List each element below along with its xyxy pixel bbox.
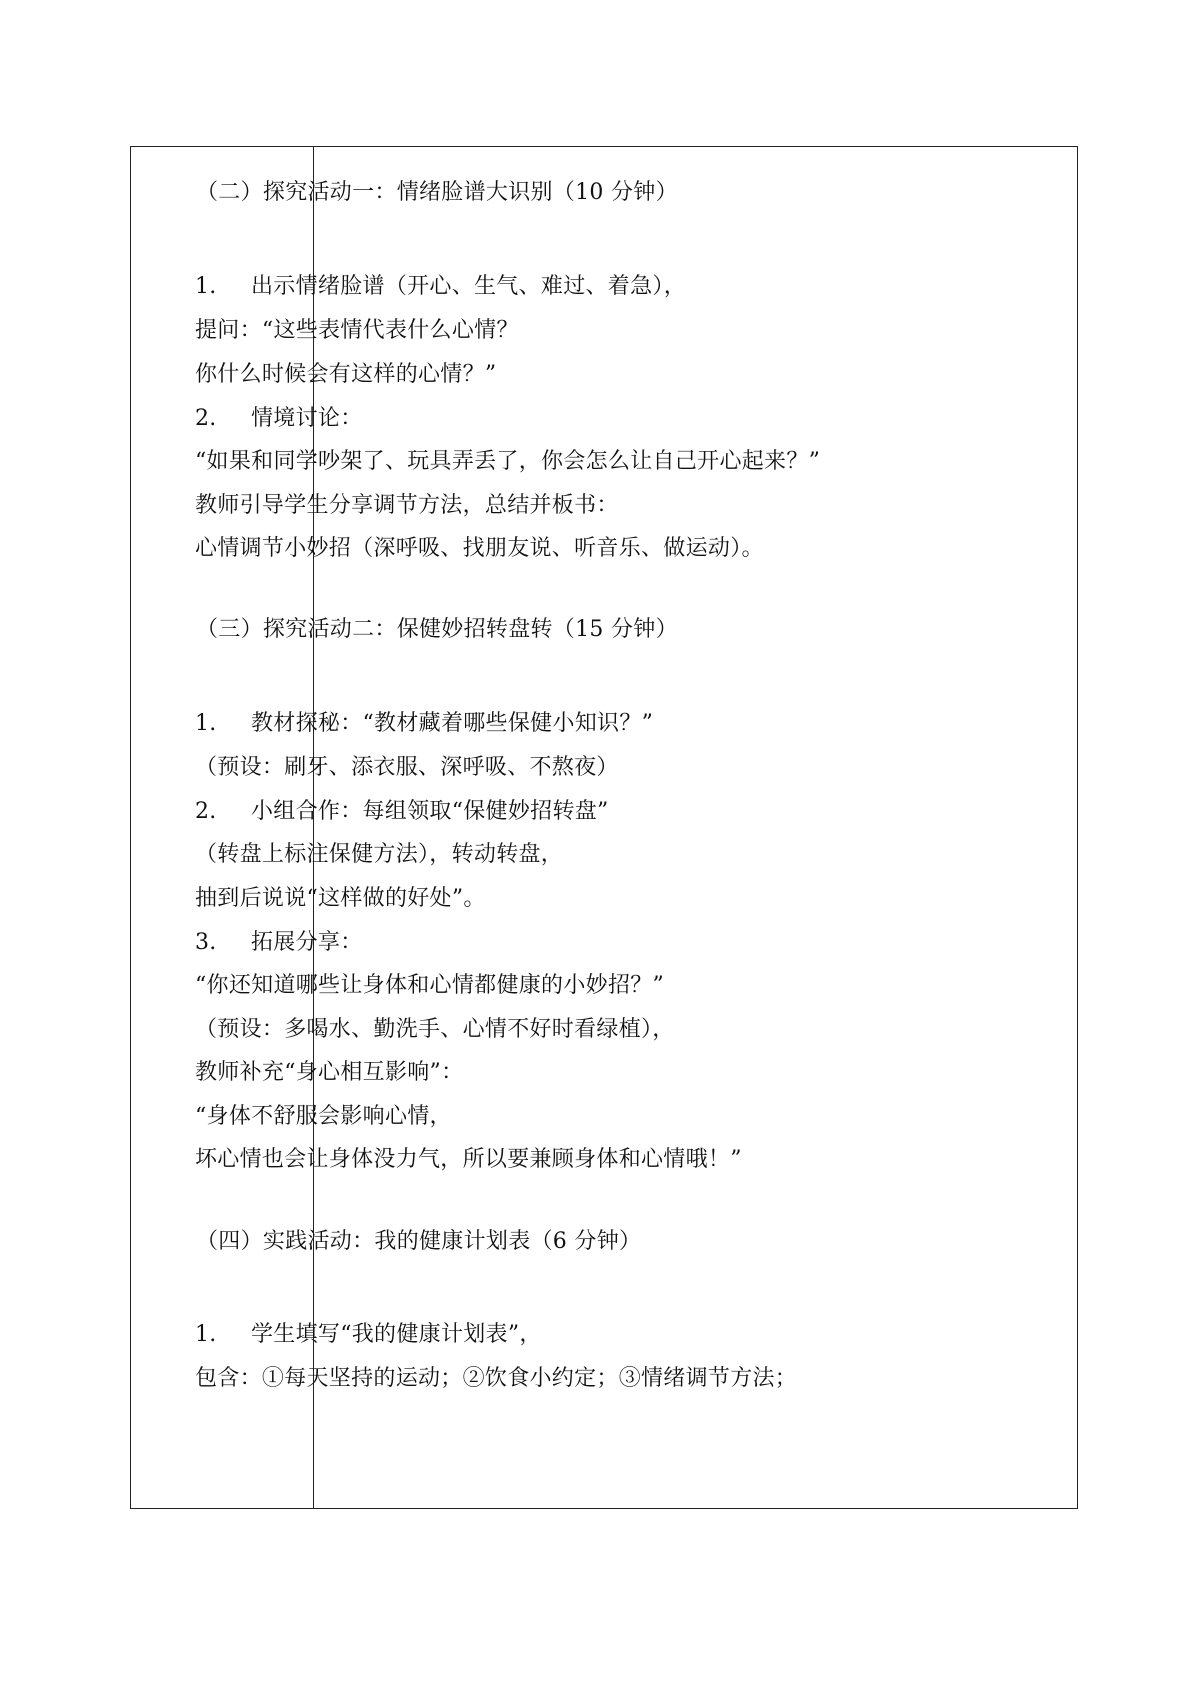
line-text: 出示情绪脸谱（开心、生气、难过、着急）， [251, 274, 687, 299]
line-text: “如果和同学吵架了、玩具弄丢了，你会怎么让自己开心起来？” [195, 449, 821, 474]
left-column-cell [131, 147, 314, 1508]
section-heading: （四）实践活动：我的健康计划表（6 分钟） [196, 1229, 642, 1254]
list-number: 2. [195, 406, 217, 431]
line-text: 你什么时候会有这样的心情？” [195, 362, 497, 387]
section-heading: （二）探究活动一：情绪脸谱大识别（10 分钟） [196, 180, 678, 205]
text-line [195, 1364, 797, 1394]
line-text: 心情调节小妙招（深呼吸、找朋友说、听音乐、做运动）。 [195, 536, 764, 561]
text-line [195, 1058, 463, 1088]
lesson-plan-table [130, 146, 1078, 1509]
text-line [195, 1015, 675, 1045]
list-number: 1. [195, 711, 217, 736]
text-line [195, 928, 363, 958]
text-line [195, 1102, 452, 1132]
line-text: 坏心情也会让身体没力气，所以要兼顾身体和心情哦！” [195, 1147, 742, 1172]
line-text: 教师引导学生分享调节方法，总结并板书： [195, 493, 619, 518]
right-column-cell [314, 147, 1077, 1508]
text-line [195, 534, 764, 564]
text-line [195, 360, 496, 390]
text-line [195, 316, 519, 346]
line-text: 抽到后说说“这样做的好处”。 [195, 886, 486, 911]
text-line [195, 272, 686, 302]
line-text: 教师补充“身心相互影响”： [195, 1060, 464, 1085]
text-line [195, 797, 609, 827]
line-text: 包含：①每天坚持的运动；②饮食小约定；③情绪调节方法； [195, 1366, 798, 1391]
list-number: 1. [195, 274, 217, 299]
line-text: 教材探秘：“教材藏着哪些保健小知识？” [251, 711, 654, 736]
list-number: 1. [195, 1322, 217, 1347]
text-line [195, 404, 363, 434]
line-text: 情境讨论： [251, 406, 363, 431]
line-text: 学生填写“我的健康计划表”， [251, 1322, 542, 1347]
line-text: 小组合作：每组领取“保健妙招转盘” [251, 799, 609, 824]
line-text: “你还知道哪些让身体和心情都健康的小妙招？” [195, 973, 665, 998]
text-line [195, 753, 619, 783]
text-line [195, 447, 820, 477]
text-line [195, 971, 664, 1001]
text-line [195, 1320, 542, 1350]
line-text: 拓展分享： [251, 930, 363, 955]
text-line [195, 840, 563, 870]
line-text: “身体不舒服会影响心情， [195, 1104, 452, 1129]
text-line [195, 491, 619, 521]
text-line [195, 884, 486, 914]
text-line [195, 1145, 742, 1175]
list-number: 3. [195, 930, 217, 955]
line-text: （预设：多喝水、勤洗手、心情不好时看绿植）， [195, 1017, 675, 1042]
line-text: 提问：“这些表情代表什么心情？ [195, 318, 519, 343]
line-text: （预设：刷牙、添衣服、深呼吸、不熬夜） [195, 755, 619, 780]
text-line [195, 709, 653, 739]
section-heading: （三）探究活动二：保健妙招转盘转（15 分钟） [196, 617, 678, 642]
list-number: 2. [195, 799, 217, 824]
line-text: （转盘上标注保健方法），转动转盘， [195, 842, 564, 867]
